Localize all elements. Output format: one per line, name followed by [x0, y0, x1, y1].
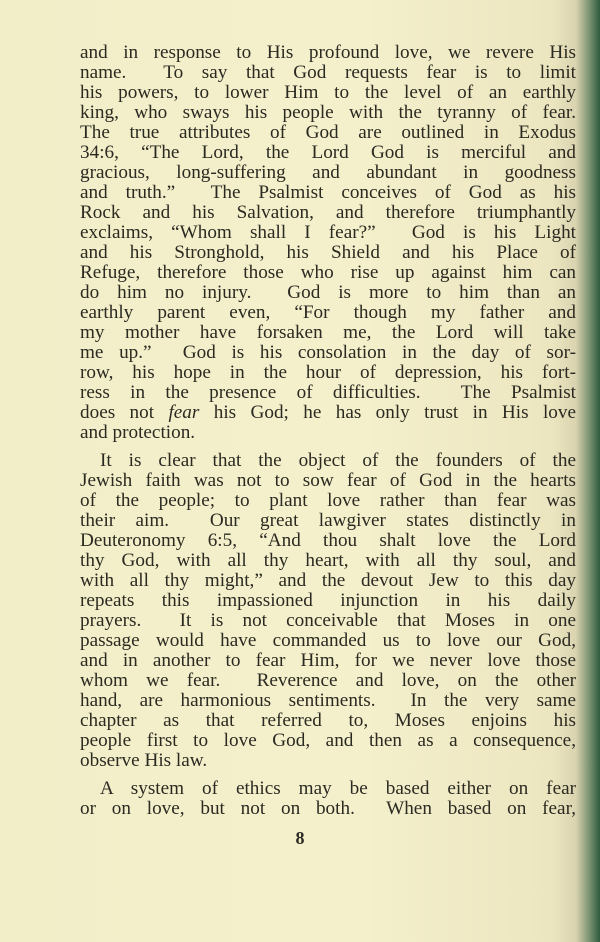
text-line [80, 183, 576, 203]
text-segment: and in response to His profound love, we revere His [80, 42, 576, 63]
text-line [80, 43, 576, 63]
page-number: 8 [295, 828, 305, 848]
paragraph [80, 779, 576, 819]
text-line [80, 511, 576, 531]
text-segment: his God; he has only trust in His love [199, 402, 576, 423]
text-segment: me up.” God is his consolation in the day of sor- [80, 342, 576, 363]
text-line [80, 491, 576, 511]
text-line [80, 203, 576, 223]
text-segment: whom we fear. Reverence and love, on the other [80, 670, 576, 691]
text-line [80, 143, 576, 163]
text-line [80, 451, 576, 471]
text-line [80, 323, 576, 343]
text-line [80, 671, 576, 691]
text-line [80, 423, 576, 443]
text-line [80, 631, 576, 651]
text-segment: Rock and his Salvation, and therefore triumphantly [80, 202, 576, 223]
paragraph [80, 43, 576, 443]
text-line [80, 651, 576, 671]
text-segment: The true attributes of God are outlined in Exodus [80, 122, 576, 143]
italic-text: fear [168, 402, 200, 423]
text-segment: or on love, but not on both. When based on fear, [80, 798, 576, 819]
text-line [80, 63, 576, 83]
text-segment: gracious, long-suffering and abundant in goodness [80, 162, 576, 183]
text-segment: observe His law. [80, 750, 208, 771]
text-line [80, 263, 576, 283]
text-line [80, 531, 576, 551]
text-line [80, 799, 576, 819]
text-line [80, 571, 576, 591]
text-line [80, 779, 576, 799]
text-segment: and protection. [80, 422, 196, 443]
text-segment: their aim. Our great lawgiver states distinctly in [80, 510, 576, 531]
text-line [80, 223, 576, 243]
text-segment: king, who sways his people with the tyranny of fear. [80, 102, 576, 123]
text-line [80, 611, 576, 631]
text-segment: row, his hope in the hour of depression, his fort- [80, 362, 576, 383]
text-segment: people first to love God, and then as a consequence, [80, 730, 576, 751]
text-segment: his powers, to lower Him to the level of an earthly [80, 82, 576, 103]
text-segment: earthly parent even, “For though my father and [80, 302, 576, 323]
text-segment: name. To say that God requests fear is to limit [80, 62, 576, 83]
text-line [80, 751, 576, 771]
text-line [80, 123, 576, 143]
text-line [80, 303, 576, 323]
text-segment: hand, are harmonious sentiments. In the very same [80, 690, 576, 711]
text-segment: A system of ethics may be based either on fear [100, 778, 576, 799]
text-segment: ress in the presence of difficulties. The Psalmist [80, 382, 576, 403]
text-line [80, 551, 576, 571]
text-line [80, 403, 576, 423]
text-segment: exclaims, “Whom shall I fear?” God is his Light [80, 222, 576, 243]
text-segment: passage would have commanded us to love our God, [80, 630, 576, 651]
text-line [80, 243, 576, 263]
text-segment: with all thy might,” and the devout Jew to this day [80, 570, 576, 591]
text-line [80, 383, 576, 403]
text-segment: 34:6, “The Lord, the Lord God is merciful and [80, 142, 576, 163]
text-line [80, 591, 576, 611]
text-segment: It is clear that the object of the founders of the [100, 450, 576, 471]
text-line [80, 283, 576, 303]
text-segment: and truth.” The Psalmist conceives of God as his [80, 182, 576, 203]
text-segment: and in another to fear Him, for we never love those [80, 650, 576, 671]
text-line [80, 83, 576, 103]
text-line [80, 103, 576, 123]
text-line [80, 731, 576, 751]
text-segment: repeats this impassioned injunction in his daily [80, 590, 576, 611]
text-segment: my mother have forsaken me, the Lord will take [80, 322, 576, 343]
text-segment: of the people; to plant love rather than fear was [80, 490, 576, 511]
text-line [80, 471, 576, 491]
text-segment: thy God, with all thy heart, with all thy soul, and [80, 550, 576, 571]
text-line [80, 343, 576, 363]
text-segment: prayers. It is not conceivable that Moses in one [80, 610, 576, 631]
text-segment: does not [80, 402, 169, 423]
text-line [80, 363, 576, 383]
page-body [80, 43, 576, 827]
text-segment: do him no injury. God is more to him than an [80, 282, 576, 303]
text-line [80, 691, 576, 711]
text-line [80, 163, 576, 183]
text-segment: and his Stronghold, his Shield and his Place of [80, 242, 576, 263]
text-segment: Refuge, therefore those who rise up against him can [80, 262, 576, 283]
paragraph [80, 451, 576, 771]
text-segment: chapter as that referred to, Moses enjoins his [80, 710, 576, 731]
text-segment: Deuteronomy 6:5, “And thou shalt love the Lord [80, 530, 576, 551]
text-line [80, 711, 576, 731]
text-segment: Jewish faith was not to sow fear of God in the hearts [80, 470, 576, 491]
